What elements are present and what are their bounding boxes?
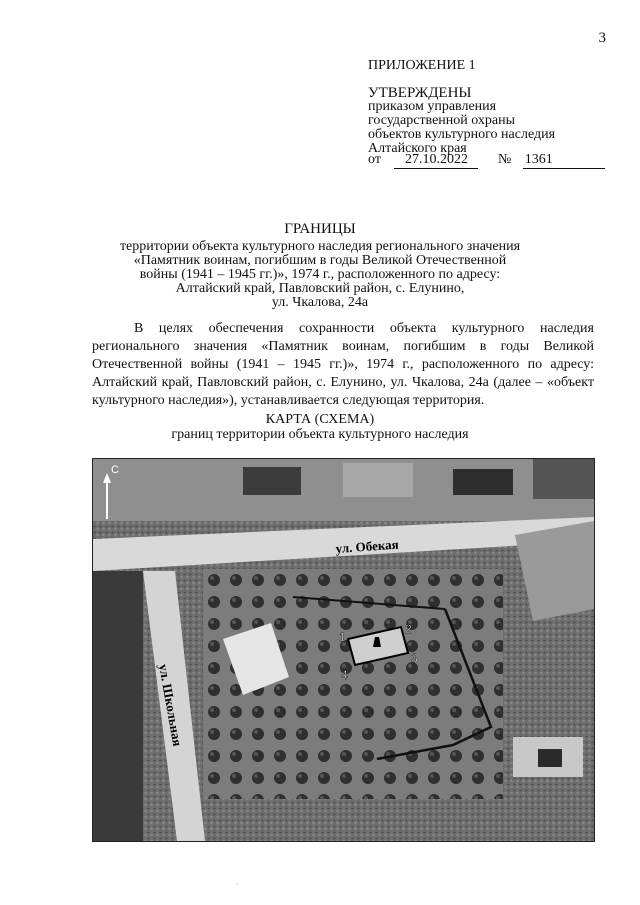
approval-line: Алтайского края — [368, 141, 467, 156]
body-paragraph: В целях обеспечения сохранности объекта культурного наследия регионального значения «Памятник воинам, погибшим в годы Великой Отечественной войны (1941 – 1945 гг.)», 1974 г., расположенного по адресу: Алтайский край, Павловский район, с. Елунино, ул. Чкалова, 24а (далее – «объект культурного наследия»), устанавливается следующая территория. — [92, 321, 594, 408]
point-3: 3 — [411, 651, 418, 665]
title-line: территории объекта культурного наследия регионального значения — [119, 239, 521, 254]
map-subheading: границ территории объекта культурного наследия — [171, 427, 469, 442]
map-title — [0, 412, 640, 442]
approval-line: приказом управления — [368, 99, 497, 114]
title-line: Алтайский край, Павловский район, с. Елунино, — [175, 281, 465, 296]
point-1: 1 — [339, 630, 346, 644]
point-2: 2 — [405, 622, 412, 636]
street-label-obekaya: ул. Обекая — [335, 536, 400, 556]
map-scheme — [92, 458, 595, 842]
building — [538, 749, 562, 767]
building — [243, 467, 301, 495]
title-line: войны (1941 – 1945 гг.)», 1974 г., расположенного по адресу: — [139, 267, 501, 282]
building — [533, 459, 594, 499]
point-4: 4 — [341, 668, 348, 682]
west-trees — [93, 571, 143, 841]
order-reference — [368, 152, 605, 169]
document-title — [0, 222, 640, 310]
map-heading: КАРТА (СХЕМА) — [265, 412, 375, 427]
approval-line: государственной охраны — [368, 113, 516, 128]
title-heading: ГРАНИЦЫ — [284, 221, 356, 237]
title-line: ул. Чкалова, 24а — [271, 295, 369, 310]
approval-heading: УТВЕРЖДЕНЫ — [368, 85, 472, 101]
order-date: 27.10.2022 — [394, 152, 478, 169]
title-line: «Памятник воинам, погибшим в годы Великой Отечественной — [133, 253, 507, 268]
order-number: 1361 — [523, 152, 605, 169]
street-label-shkolnaya: ул. Школьная — [156, 662, 186, 748]
appendix-label: ПРИЛОЖЕНИЕ 1 — [368, 58, 476, 73]
footer-mark: . — [236, 878, 238, 887]
page-number: 3 — [598, 30, 606, 46]
approval-block — [368, 86, 555, 156]
approval-line: объектов культурного наследия — [368, 127, 556, 142]
building — [453, 469, 513, 495]
order-number-label: № — [497, 152, 512, 167]
order-from-label: от — [368, 152, 381, 167]
north-label: С — [111, 464, 119, 476]
building — [343, 463, 413, 497]
